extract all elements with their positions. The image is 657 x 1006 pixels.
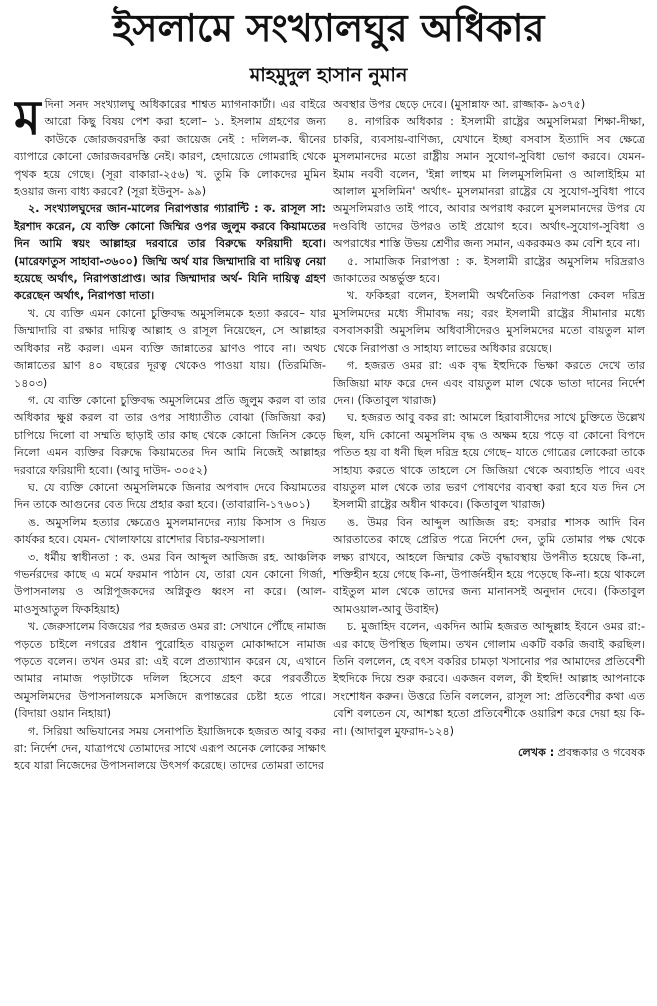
paragraph: অবস্থার উপর ছেড়ে দেবে। (মুসান্নাফ আ. রাজ্জাক- ৯৩৭৫) <box>333 98 586 111</box>
article-column-left <box>14 96 326 998</box>
paragraph: ঙ. উমর বিন আব্দুল আজিজ রহ: বসরার শাসক আদি বিন আরতাতের কাছে প্রেরিত পত্রে নির্দেশ দেন, তুমি তোমার পক্ষ থেকে লক্ষ্য রাখবে, আহলে জিম্মার কেউ বৃদ্ধাবস্থায় উপনীত হয়েছে কি-না, শক্তিহীন হয়ে গেছে কি-না, উপার্জনহীন হয়ে পড়েছে কি-না। হয়ে থাকলে বাইতুল মাল থেকে তাদের জন্য মানানসই অনুদান দেবে। (কিতাবুল আমওয়াল-আবু উবাইদ) <box>333 515 645 616</box>
paragraph: ২. সংখ্যালঘুদের জান-মালের নিরাপত্তার গ্যারান্টি : ক. রাসূল সা: ইরশাদ করেন, যে ব্যক্তি কোনো জিম্মির ওপর জুলুম করবে কিয়ামতের দিন আমি স্বয়ং আল্লাহর দরবারে তার বিরুদ্ধে ফরিয়াদী হবো। (মারেফাতুস সাহাবা-৩৬০০) জিম্মি অর্থ যার জিম্মাদারি বা দায়িত্ব নেয়া হয়েছে অর্থাৎ, নিরাপত্তাপ্রাপ্ত। আর জিম্মাদার অর্থ- যিনি দায়িত্ব গ্রহণ করেছেন অর্থাৎ, নিরাপত্তা দাতা। <box>14 202 326 303</box>
drop-cap: ম <box>14 96 41 146</box>
paragraph: খ. জেরুসালেম বিজয়ের পর হজরত ওমর রা: সেখানে পৌঁছে নামাজ পড়তে চাইলে নগরের প্রধান পুরোহিত বায়তুল মোকাদ্দাসে নামাজ পড়তে বলেন। তখন ওমর রা: এই বলে প্রত্যাখ্যান করেন যে, এখানে আমার নামাজ পড়াটাকে দলিল হিসেবে গ্রহণ করে পরবর্তীতে অমুসলিমদের উপাসনালয়কে মসজিদে রূপান্তরের চেষ্টা হতে পারে। (বিদায়া ওয়ান নিহায়া) <box>14 620 326 721</box>
paragraph: খ. যে ব্যক্তি এমন কোনো চুক্তিবদ্ধ অমুসলিমকে হত্যা করবে– যার জিম্মাদারি বা রক্ষার দায়িত্ব আল্লাহ ও রাসূল নিয়েছেন, সে আল্লাহর অধিকার নষ্ট করল। এমন ব্যক্তি জান্নাতের ঘ্রাণও পাবে না। অথচ জান্নাতের ঘ্রাণ ৪০ বছরের দূরত্ব থেকেও পাওয়া যায়। (তিরমিজি- ১৪০৩) <box>14 306 326 390</box>
paragraph: খ. ফকিহরা বলেন, ইসলামী অর্থনৈতিক নিরাপত্তা কেবল দরিদ্র মুসলিমদের মধ্যে সীমাবদ্ধ নয়; বরং ইসলামী রাষ্ট্রের সীমানার মধ্যে বসবাসকারী অমুসলিম অধিবাসীদেরও মুসলিমদের মতো বায়তুল মাল থেকে নিরাপত্তা ও সাহায্য লাভের অধিকার রয়েছে। <box>333 289 645 355</box>
author-byline: মাহমুদুল হাসান নুমান <box>249 64 408 86</box>
paragraph-text: দিনা সনদ সংখ্যালঘু অধিকারের শাশ্বত ম্যাগনাকার্টা। এর বাইরে আরো কিছু বিষয় পেশ করা হলো– ১. ইসলাম গ্রহণের জন্য কাউকে জোরজবরদস্তি করা জায়েজ নেই : দলিল-ক. দ্বীনের ব্যাপারে কোনো জোরজবরদস্তি নেই। কারণ, হেদায়েতে গোমরাহি থেকে পৃথক হয়ে গেছে। (সূরা বাকারা-২৫৬) খ. তুমি কি লোকদের মুমিন হওয়ার জন্য বাধ্য করবে? (সূরা ইউনুস- ৯৯) <box>14 98 326 199</box>
paragraph: ঘ. যে ব্যক্তি কোনো অমুসলিমকে জিনার অপবাদ দেবে কিয়ামতের দিন তাকে আগুনের বেত দিয়ে প্রহার করা হবে। (তাবারানি-১৭৬০১) <box>14 480 326 512</box>
paragraph: গ. সিরিয়া অভিযানের সময় সেনাপতি ইয়াজিদকে হজরত আবু বকর রা: নির্দেশ দেন, যাত্রাপথে তোমাদের সাথে এরূপ অনেক লোকের সাক্ষাৎ হবে যারা নিজেদের উপাসনালয়ে উৎসর্গ করেছে। তাদের তোমরা তাদের <box>14 724 326 773</box>
signature-label: লেখক : <box>518 746 555 760</box>
paragraph: গ. হজরত ওমর রা: এক বৃদ্ধ ইহুদিকে ভিক্ষা করতে দেখে তার জিজিয়া মাফ করে দেন এবং বায়তুল মাল থেকে ভাতা দানের নির্দেশ দেন। (কিতাবুল খারাজ) <box>333 359 645 407</box>
author-signature <box>333 744 645 761</box>
paragraph: ঘ. হজরত আবু বকর রা: আমলে হিরাবাসীদের সাথে চুক্তিতে উল্লেখ ছিল, যদি কোনো অমুসলিম বৃদ্ধ ও অক্ষম হয়ে পড়ে বা কোনো বিপদে পতিত হয় বা ধনী ছিল দরিদ্র হয়ে গেছে– যাতে গোত্রের লোকেরা তাকে সাহায্য করতে থাকে তাহলে সে জিজিয়া থেকে অব্যাহতি পাবে এবং বায়তুল মাল থেকে তার ভরণ পোষণের ব্যবস্থা করা হবে যত দিন সে ইসলামী রাষ্ট্রের অধীন থাকবে। (কিতাবুল খারাজ) <box>333 411 645 512</box>
article-column-right <box>333 96 645 998</box>
paragraph: ৩. ধর্মীয় স্বাধীনতা : ক. ওমর বিন আব্দুল আজিজ রহ. আঞ্চলিক গভর্নরদের কাছে এ মর্মে ফরমান পাঠান যে, তারা যেন কোনো গির্জা, উপাসনালয় ও অগ্নিপূজকদের অগ্নিকুণ্ড ধ্বংস না করে। (আল-মাওসুআতুল ফিকহিয়াহ) <box>14 550 326 616</box>
paragraph: চ. মুজাহিদ বলেন, একদিন আমি হজরত আব্দুল্লাহ ইবনে ওমর রা:-এর কাছে উপস্থিত ছিলাম। তখন গোলাম একটি বকরি জবাই করছিল। তিনি বললেন, হে বৎস বকরির চামড়া খসানোর পর আমাদের প্রতিবেশী ইহুদিকে দিয়ে শুরু করবে। একজন বলল, কী ইহুদি! আল্লাহ আপনাকে সংশোধন করুন। উত্তরে তিনি বললেন, রাসূল সা: প্রতিবেশীর কথা এত বেশি বলতেন যে, আশঙ্কা হতো প্রতিবেশীকে ওয়ারিশ করে দেয়া হয় কি-না। (আদাবুল মুফরাদ-১২৪) <box>333 620 645 738</box>
article-title: ইসলামে সংখ্যালঘুর অধিকার <box>112 5 545 50</box>
paragraph: ৫. সামাজিক নিরাপত্তা : ক. ইসলামী রাষ্ট্রের অমুসলিম দরিদ্ররাও জাকাতের অন্তর্ভুক্ত হবে। <box>333 254 645 286</box>
paragraph: গ. যে ব্যক্তি কোনো চুক্তিবদ্ধ অমুসলিমের প্রতি জুলুম করল বা তার অধিকার ক্ষুণ্ণ করল বা তার ওপর সাধ্যাতীত বোঝা (জিজিয়া কর) চাপিয়ে দিলো বা সম্মতি ছাড়াই তার কাছ থেকে কোনো জিনিস কেড়ে নিলো এমন ব্যক্তির বিরুদ্ধে কিয়ামতের দিন আমি নিজেই আল্লাহর দরবারে ফরিয়াদী হবো। (আবু দাউদ- ৩০৫২) <box>14 393 326 477</box>
paragraph: ৪. নাগরিক অধিকার : ইসলামী রাষ্ট্রের অমুসলিমরা শিক্ষা-দীক্ষা, চাকরি, ব্যবসায়-বাণিজ্য, যেখানে ইচ্ছা বসবাস ইত্যাদি সব ক্ষেত্রে মুসলমানদের মতো রাষ্ট্রীয় সমান সুযোগ-সুবিধা ভোগ করবে। যেমন- ইমাম নববী বলেন, 'ইন্না লাহুম মা লিলমুসলিমিনা ও আলাইহিম মা আলাল মুসলিমিন' অর্থাৎ- মুসলমানরা রাষ্ট্রের যে সুযোগ-সুবিধা পাবে অমুসলিমরাও তাই পাবে, আবার অপরাধ করলে মুসলমানদের উপর যে দণ্ডবিধি তাদের উপরও তাই প্রয়োগ হবে। অর্থাৎ-সুযোগ-সুবিধা ও অপরাধের শাস্তি উভয় শ্রেণীর জন্য সমান, একরকমও কম বেশি হবে না। <box>333 115 645 251</box>
signature-text: প্রবন্ধকার ও গবেষক <box>554 746 645 760</box>
paragraph <box>14 96 326 200</box>
paragraph: ঙ. অমুসলিম হত্যার ক্ষেত্রেও মুসলমানদের ন্যায় কিসাস ও দিয়ত কার্যকর হবে। যেমন- খোলাফায়ে রাশেদার বিচার-ফয়সালা। <box>14 515 326 547</box>
